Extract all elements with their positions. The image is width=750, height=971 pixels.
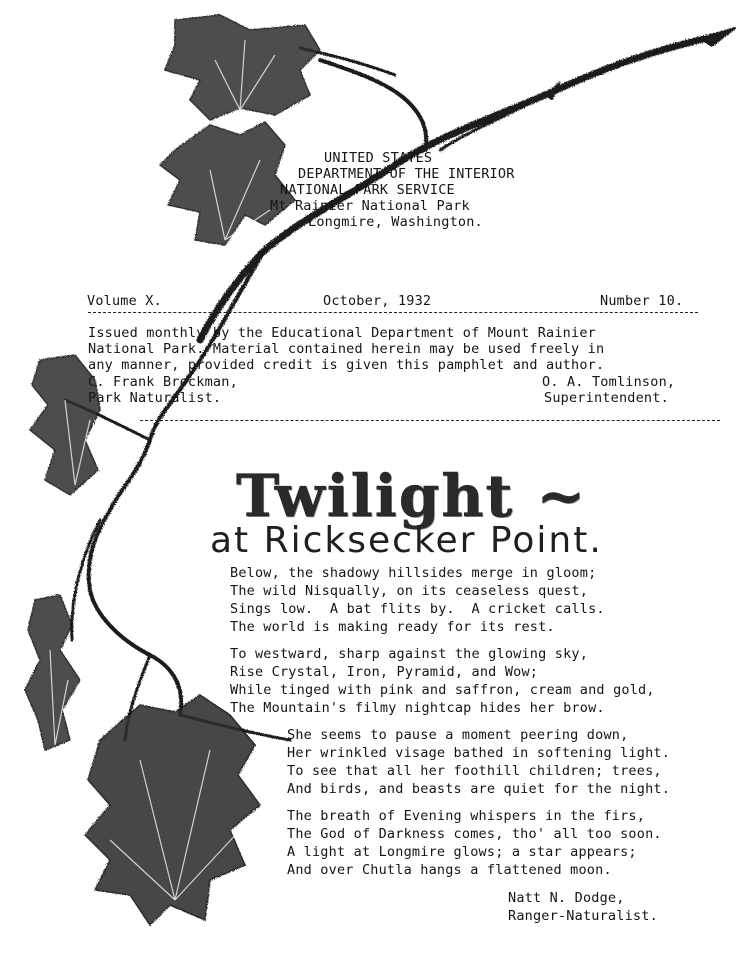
volume-label: Volume X. (87, 293, 162, 309)
notice-line-1: Issued monthly by the Educational Department of Mount Rainier (88, 325, 596, 341)
letterhead-line-1: UNITED STATES (324, 150, 433, 166)
poem-line: Her wrinkled visage bathed in softening light. (287, 745, 671, 761)
poem-line: To westward, sharp against the glowing sky, (230, 646, 589, 662)
letterhead-line-3: NATIONAL PARK SERVICE (280, 182, 455, 198)
poem-line: And over Chutla hangs a flattened moon. (287, 862, 612, 878)
poem-line: To see that all her foothill children; trees, (287, 763, 662, 779)
poem-line: The breath of Evening whispers in the firs, (287, 808, 646, 824)
naturalist-name: C. Frank Brockman, (88, 374, 238, 390)
letterhead-line-2: DEPARTMENT OF THE INTERIOR (298, 166, 515, 182)
notice-line-2: National Park. Material contained herein may be used freely in (88, 341, 605, 357)
masthead-rule (88, 312, 698, 313)
poem-line: A light at Longmire glows; a star appears; (287, 844, 637, 860)
poem-title: Twilight ~ (236, 462, 588, 530)
poem-subtitle: at Ricksecker Point. (210, 520, 603, 561)
letterhead-line-5: Longmire, Washington. (308, 214, 483, 230)
poem-line: Sings low. A bat flits by. A cricket calls. (230, 601, 605, 617)
letterhead-stamp (262, 150, 562, 230)
poem-line: The God of Darkness comes, tho' all too soon. (287, 826, 662, 842)
poem-line: While tinged with pink and saffron, cream and gold, (230, 682, 655, 698)
letterhead-line-4: Mt Rainier National Park (270, 198, 470, 214)
author-title: Ranger-Naturalist. (508, 908, 658, 924)
poem-line: Rise Crystal, Iron, Pyramid, and Wow; (230, 664, 539, 680)
naturalist-title: Park Naturalist. (88, 390, 222, 406)
notice-rule (140, 420, 720, 421)
author-name: Natt N. Dodge, (508, 890, 625, 906)
issue-date: October, 1932 (323, 293, 432, 309)
superintendent-name: O. A. Tomlinson, (542, 374, 676, 390)
poem-line: The Mountain's filmy nightcap hides her brow. (230, 700, 605, 716)
notice-line-3: any manner, provided credit is given this pamphlet and author. (88, 357, 605, 373)
poem-line: And birds, and beasts are quiet for the night. (287, 781, 671, 797)
superintendent-title: Superintendent. (544, 390, 669, 406)
issue-number: Number 10. (600, 293, 684, 309)
poem-line: She seems to pause a moment peering down, (287, 727, 629, 743)
poem-line: Below, the shadowy hillsides merge in gloom; (230, 565, 597, 581)
poem-line: The world is making ready for its rest. (230, 619, 555, 635)
poem-line: The wild Nisqually, on its ceaseless quest, (230, 583, 589, 599)
